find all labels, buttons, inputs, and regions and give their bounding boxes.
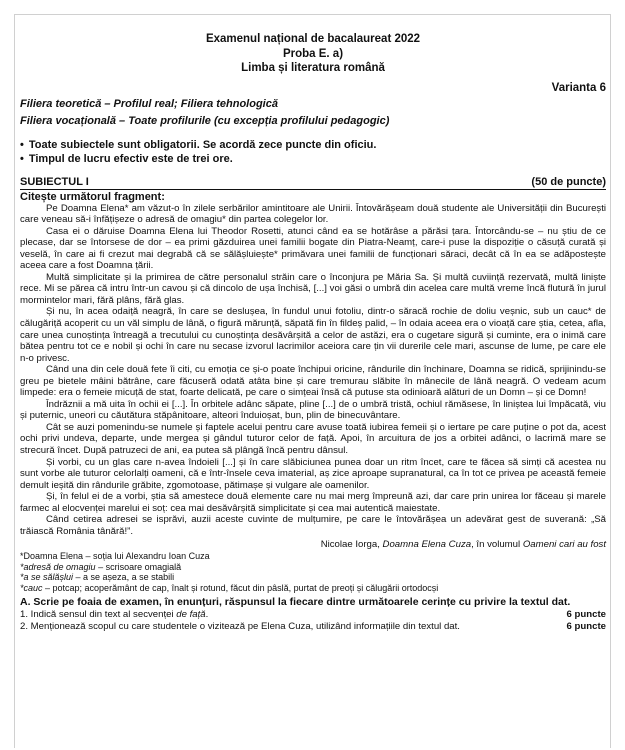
paragraph: Și, în felul ei de a vorbi, știa să amestece două elemente care nu mai merg împreună azi, dar care prin unirea lor făceau și marele farmec al elocvenței marelui ei soț: cea mai desăvârșită simplicitate și cea mai autentică maiestate. xyxy=(20,491,606,514)
footnote: *adresă de omagiu – scrisoare omagială xyxy=(20,561,182,572)
exam-proba: Proba E. a) xyxy=(282,47,344,60)
document-content xyxy=(20,32,606,633)
paragraph: Casa ei o dăruise Doamna Elena lui Theodor Rosetti, atunci când ea se hotărâse a părăsi țara. Întorcându-se – nu știu de ce plecase, dar se întorsese de dor – ea primi găzduirea unei familii bogate din Piatra-Neamț, care-i puse la dispoziție o căsuță curată și veselă, în care ai fi crezut mai degrabă că se sălășluiește* primăvara unei familii de funcționari săraci, decât că în ea se adăpostește aceea care a fost Doamna țării. xyxy=(20,225,606,272)
footnotes xyxy=(20,551,606,593)
citation-volume: Oameni cari au fost xyxy=(522,539,606,551)
task-heading: A. Scrie pe foaia de examen, în enunțuri, răspunsul la fiecare dintre următoarele cerințe cu privire la textul dat. xyxy=(20,596,571,609)
subject-points: (50 de puncte) xyxy=(531,175,606,188)
exam-title: Examenul național de bacalaureat 2022 xyxy=(205,33,421,45)
paragraph: Cât se auzi pomenindu-se numele și faptele acelui pentru care avuse toată iubirea femeii și o iertare pe care puține o pot da, acest ochi privi undeva, departe, unde mergea și gândul tuturor celor de față. Apoi, în arcuitura de jos a orbitei adânci, o lacrimă mare se strecură încet. După patruzeci de ani, ea putea să plângă încă pentru dânsul. xyxy=(20,421,606,456)
footnote: *Doamna Elena – soția lui Alexandru Ioan Cuza xyxy=(20,551,210,562)
footnote: *cauc – potcap; acoperământ de cap, înalt și rotund, făcut din pâslă, purtat de preoți și călugării ortodocși xyxy=(20,582,439,593)
question-text: 2. Menționează scopul cu care studentele o vizitează pe Elena Cuza, utilizând informațiile din textul dat. xyxy=(20,620,460,632)
question-row xyxy=(20,609,606,621)
exam-subject: Limba și literatura română xyxy=(241,62,385,74)
rule-item: • Toate subiectele sunt obligatorii. Se acordă zece puncte din oficiu. xyxy=(20,138,606,152)
paragraph: Și nu, în acea odaiță neagră, în care se deslușea, în fundul unui fotoliu, dintr-o săracă rochie de doliu veșnic, sub un cauc* de călugăriță acoperit cu un văl simplu de lână, o figură mărunță, săpată fin în fildeș palid, – în odaia aceea era o vioață care știa, cetea, afla, care unea cunoștința întreagă a trecutului cu cunoștința desăvârșită a celor de astăzi, era o cugetare sigură și cuminte, era o inimă care bătea pentru tot ce e nobil și ochi în care nu secase izvorul lacrimilor aceiora care țin vii durerile cele mari, ascunse de lume, pe care ele n-o privesc. xyxy=(20,306,606,364)
filiera-line-1: Filiera teoretică – Profilul real; Filiera tehnologică xyxy=(20,97,278,110)
paragraph: Îndrăznii a mă uita în ochii ei [...]. În orbitele adânc săpate, pline [...] de o umbră tristă, ochiul rămăsese, în liniștea lui împăcată, viu și puternic, uneori cu căutătura stăpânitoare, alteori înduioșat, bun, plin de binecuvântare. xyxy=(20,398,606,422)
question-points: 6 puncte xyxy=(566,620,606,632)
question-row xyxy=(20,621,606,633)
question-text: 1. Indică sensul din text al secvenței de față. xyxy=(20,608,209,620)
fragment-title: Citește următorul fragment: xyxy=(20,190,165,203)
paragraph: Când una din cele două fete îi citi, cu emoția ce și-o poate închipui oricine, rândurile din închinare, Doamna se ridică, sprijinindu-se greu pe bietele mâini bătrâne, care făcuseră odată atâta bine și care tremurau slăbite în mânecile de lână neagră. O vedeam acum limpede: era o femeie micuță de stat, foarte delicată, pe care o simțeai însă că putuse sta odinioară alături de un Domn – și ce Domn! xyxy=(20,364,606,399)
paragraph: Și vorbi, cu un glas care n-avea îndoieli [...] și în care slăbiciunea punea doar un ritm încet, care te făcea să simți că acestea nu sunt vorbe ale tuturor celorlalți oameni, că e într-însele ceva imaterial, aș zice aproape supranatural, ca în tot ce privea pe această femeie demult ieșită din rândurile grăbite, zgomotoase, pătimașe și vulgare ale oamenilor. xyxy=(20,456,606,491)
paragraph: Când cetirea adresei se isprăvi, auzii aceste cuvinte de mulțumire, pe care le întovărășea un adevărat gest de suverană: „Să trăiască România tânără!”. xyxy=(20,514,606,537)
source-citation xyxy=(20,539,606,551)
footnote: *a se sălășlui – a se așeza, a se stabili xyxy=(20,572,175,583)
question-points: 6 puncte xyxy=(566,608,606,620)
citation-title: Doamna Elena Cuza xyxy=(382,539,472,551)
fragment-text xyxy=(20,203,606,538)
subject-title: SUBIECTUL I xyxy=(20,175,89,188)
exam-rules xyxy=(20,138,606,166)
paragraph: Multă simplicitate și la primirea de către personalul străin care o înconjura pe Măria Sa. Și multă cuviință rezervată, multă liniște rece. Mi se părea că intru într-un cavou și că dincolo de ușa închisă, [...] voi găsi o umbră din acelea care multă vreme încă flutură în jurul mormintelor mari, fără plâns, fără glas. xyxy=(20,271,606,306)
citation-author: Nicolae Iorga, xyxy=(320,539,383,551)
subject-heading xyxy=(20,176,606,190)
rule-item: • Timpul de lucru efectiv este de trei ore. xyxy=(20,152,606,166)
filiera-line-2: Filiera vocațională – Toate profilurile (cu excepția profilului pedagogic) xyxy=(20,114,390,127)
citation-middle: , în volumul xyxy=(471,539,523,551)
variant-label: Varianta 6 xyxy=(551,81,606,94)
paragraph: Pe Doamna Elena* am văzut-o în zilele serbărilor amintitoare ale Unirii. Întovărășeam două studente ale Universității din București care veneau să-i înfățișeze o adresă de omagiu* din partea colegelor lor. xyxy=(20,202,606,226)
